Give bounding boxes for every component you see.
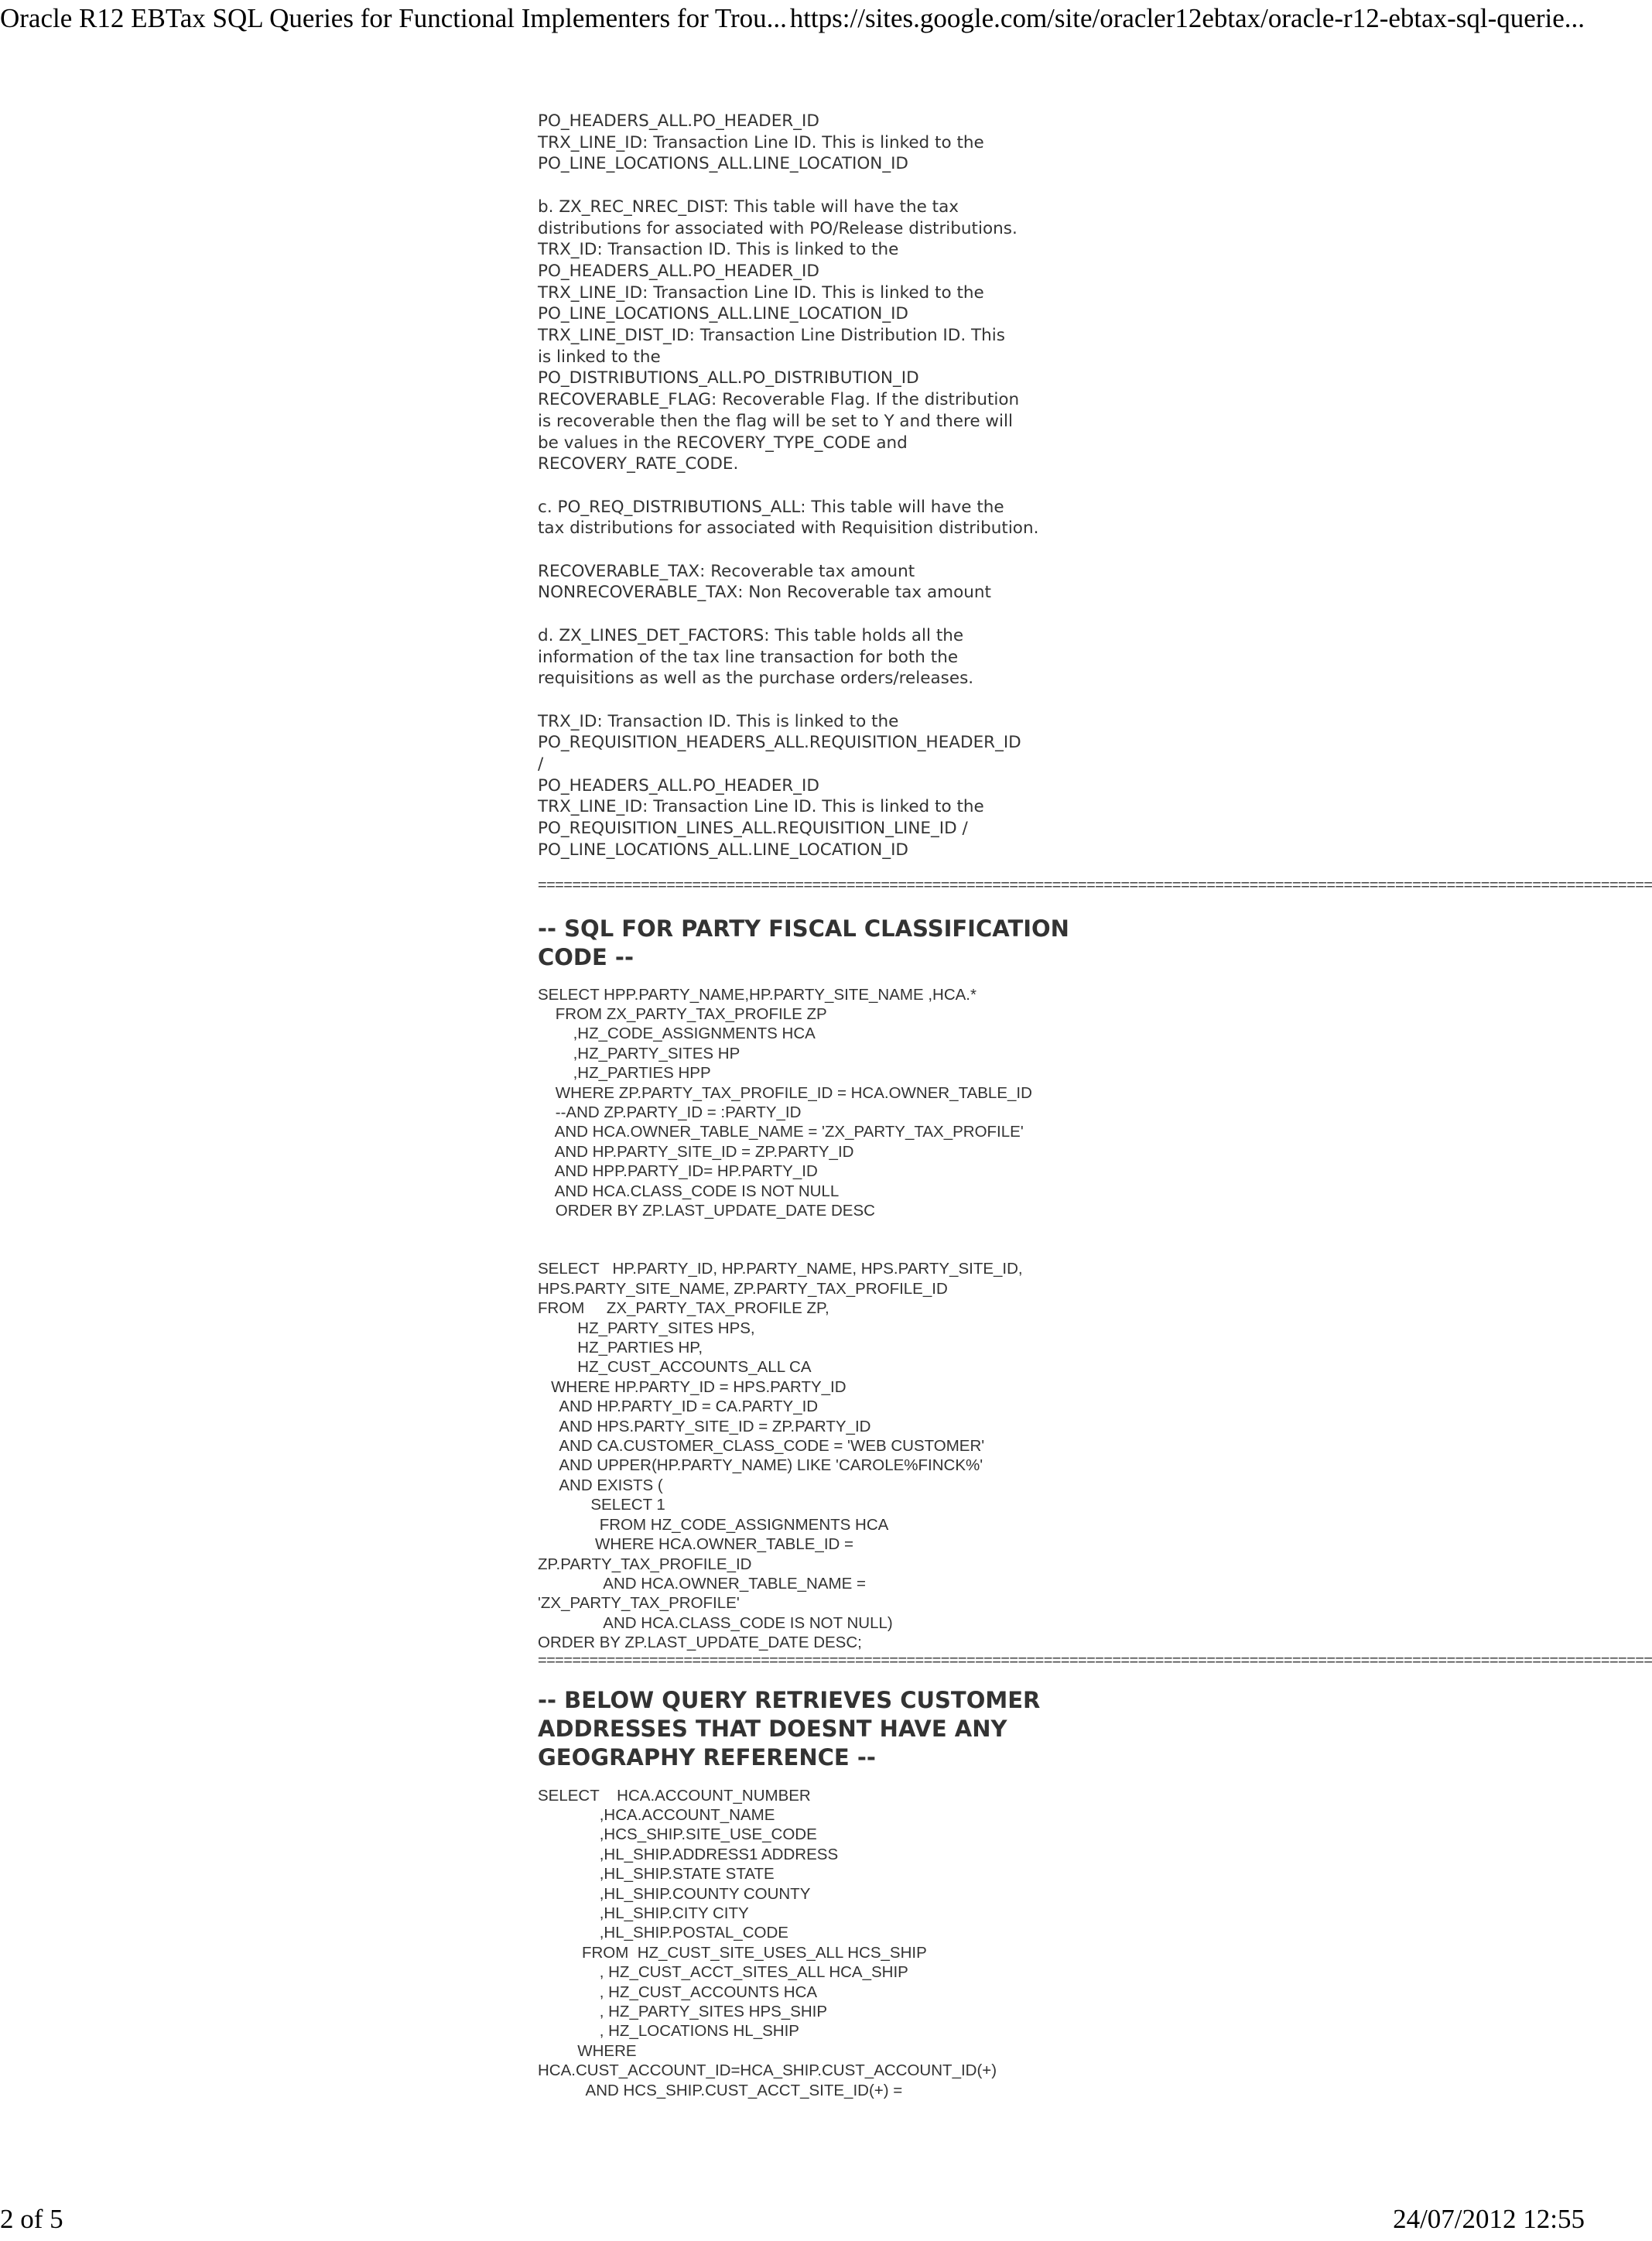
code-line: , HZ_CUST_ACCT_SITES_ALL HCA_SHIP	[538, 1963, 908, 1982]
document-content	[538, 111, 1652, 2100]
code-line: 'ZX_PARTY_TAX_PROFILE'	[538, 1594, 740, 1613]
separator-line: ==================================================================================================================================	[538, 1651, 1652, 1669]
code-line: AND HCA.OWNER_TABLE_NAME = 'ZX_PARTY_TAX_PROFILE'	[538, 1123, 1024, 1141]
code-line: AND EXISTS (	[538, 1476, 663, 1494]
section-heading-customer-addresses	[538, 1686, 1528, 1772]
heading-line: CODE --	[538, 943, 634, 970]
text-line: be values in the RECOVERY_TYPE_CODE and	[538, 433, 908, 453]
code-line: AND HP.PARTY_SITE_ID = ZP.PARTY_ID	[538, 1142, 854, 1161]
text-line: distributions for associated with PO/Release distributions.	[538, 218, 1018, 238]
text-line: PO_LINE_LOCATIONS_ALL.LINE_LOCATION_ID	[538, 304, 908, 324]
text-line: c. PO_REQ_DISTRIBUTIONS_ALL: This table will have the	[538, 497, 1004, 517]
code-line: ORDER BY ZP.LAST_UPDATE_DATE DESC;	[538, 1634, 862, 1652]
text-line: RECOVERY_RATE_CODE.	[538, 454, 739, 474]
paragraph-d	[538, 625, 1528, 689]
text-line: PO_DISTRIBUTIONS_ALL.PO_DISTRIBUTION_ID	[538, 368, 919, 388]
code-line: WHERE ZP.PARTY_TAX_PROFILE_ID = HCA.OWNER_TABLE_ID	[538, 1083, 1032, 1102]
code-line: HZ_CUST_ACCOUNTS_ALL CA	[538, 1358, 812, 1377]
code-line: HZ_PARTY_SITES HPS,	[538, 1319, 755, 1337]
text-line: RECOVERABLE_TAX: Recoverable tax amount	[538, 561, 915, 581]
text-line: PO_HEADERS_ALL.PO_HEADER_ID	[538, 111, 819, 131]
code-line: ,HL_SHIP.STATE STATE	[538, 1865, 775, 1883]
code-line: FROM HZ_CUST_SITE_USES_ALL HCS_SHIP	[538, 1943, 927, 1962]
code-line: AND HPS.PARTY_SITE_ID = ZP.PARTY_ID	[538, 1417, 871, 1435]
code-line: ,HL_SHIP.COUNTY COUNTY	[538, 1884, 811, 1903]
heading-line: GEOGRAPHY REFERENCE --	[538, 1743, 876, 1771]
heading-line: -- SQL FOR PARTY FISCAL CLASSIFICATION	[538, 915, 1069, 942]
code-line: ,HL_SHIP.POSTAL_CODE	[538, 1924, 788, 1942]
code-line: , HZ_PARTY_SITES HPS_SHIP	[538, 2003, 828, 2020]
text-line: PO_HEADERS_ALL.PO_HEADER_ID	[538, 261, 819, 281]
paragraph-tax	[538, 561, 1528, 604]
code-line: FROM HZ_CODE_ASSIGNMENTS HCA	[538, 1515, 889, 1534]
heading-line: ADDRESSES THAT DOESNT HAVE ANY	[538, 1715, 1007, 1742]
code-line: --AND ZP.PARTY_ID = :PARTY_ID	[538, 1103, 802, 1121]
code-line: ,HZ_PARTY_SITES HP	[538, 1044, 740, 1062]
sql-block-party-fiscal-2	[538, 1259, 1528, 1652]
code-line: WHERE HP.PARTY_ID = HPS.PARTY_ID	[538, 1377, 847, 1396]
text-line: PO_REQUISITION_LINES_ALL.REQUISITION_LINE_ID /	[538, 819, 968, 839]
text-line: tax distributions for associated with Requisition distribution.	[538, 518, 1039, 539]
code-line: SELECT 1	[538, 1496, 665, 1514]
text-line: is recoverable then the flag will be set to Y and there will	[538, 411, 1013, 431]
code-line: ,HL_SHIP.ADDRESS1 ADDRESS	[538, 1845, 839, 1863]
text-line: is linked to the	[538, 347, 661, 367]
code-line: AND HPP.PARTY_ID= HP.PARTY_ID	[538, 1162, 818, 1181]
code-line: WHERE HCA.OWNER_TABLE_ID =	[538, 1535, 853, 1554]
sql-block-party-fiscal-1	[538, 985, 1528, 1221]
page-header-url: https://sites.google.com/site/oracler12ebtax/oracle-r12-ebtax-sql-querie...	[789, 3, 1585, 33]
text-line: RECOVERABLE_FLAG: Recoverable Flag. If the distribution	[538, 390, 1020, 410]
text-line: requisitions as well as the purchase orders/releases.	[538, 669, 974, 689]
section-heading-party-fiscal	[538, 915, 1528, 972]
code-line: HPS.PARTY_SITE_NAME, ZP.PARTY_TAX_PROFILE_ID	[538, 1279, 948, 1298]
code-line: ZP.PARTY_TAX_PROFILE_ID	[538, 1555, 752, 1573]
text-line: TRX_ID: Transaction ID. This is linked to the	[538, 711, 899, 731]
text-line: TRX_LINE_ID: Transaction Line ID. This is linked to the	[538, 797, 984, 817]
text-line: TRX_LINE_DIST_ID: Transaction Line Distribution ID. This	[538, 326, 1005, 346]
page-header-title: Oracle R12 EBTax SQL Queries for Functional Implementers for Trou...	[0, 3, 787, 33]
paragraph-trx	[538, 711, 1528, 861]
code-line: HCA.CUST_ACCOUNT_ID=HCA_SHIP.CUST_ACCOUNT_ID(+)	[538, 2061, 997, 2080]
print-datetime: 24/07/2012 12:55	[1393, 2204, 1585, 2234]
text-line: NONRECOVERABLE_TAX: Non Recoverable tax amount	[538, 583, 991, 603]
code-line: , HZ_LOCATIONS HL_SHIP	[538, 2022, 799, 2041]
code-line: AND HCA.OWNER_TABLE_NAME =	[538, 1574, 866, 1593]
code-line: WHERE	[538, 2041, 637, 2060]
code-line: SELECT HP.PARTY_ID, HP.PARTY_NAME, HPS.PARTY_SITE_ID,	[538, 1260, 1023, 1278]
code-line: AND HCS_SHIP.CUST_ACCT_SITE_ID(+) =	[538, 2081, 903, 2099]
paragraph-c	[538, 497, 1528, 539]
code-line: AND CA.CUSTOMER_CLASS_CODE = 'WEB CUSTOMER'	[538, 1437, 985, 1456]
page-number: 2 of 5	[0, 2204, 63, 2234]
text-line: d. ZX_LINES_DET_FACTORS: This table holds all the	[538, 625, 964, 645]
text-line: PO_REQUISITION_HEADERS_ALL.REQUISITION_HEADER_ID	[538, 733, 1021, 753]
code-line: ,HCA.ACCOUNT_NAME	[538, 1805, 775, 1824]
text-line: TRX_LINE_ID: Transaction Line ID. This is linked to the	[538, 132, 984, 152]
text-line: b. ZX_REC_NREC_DIST: This table will have the tax	[538, 197, 959, 217]
code-line: FROM ZX_PARTY_TAX_PROFILE ZP,	[538, 1299, 829, 1318]
code-line: ORDER BY ZP.LAST_UPDATE_DATE DESC	[538, 1202, 875, 1220]
separator-line: ==================================================================================================================================	[538, 876, 1652, 894]
text-line: PO_LINE_LOCATIONS_ALL.LINE_LOCATION_ID	[538, 840, 908, 860]
code-line: AND UPPER(HP.PARTY_NAME) LIKE 'CAROLE%FINCK%'	[538, 1456, 983, 1475]
code-line: HZ_PARTIES HP,	[538, 1339, 703, 1357]
code-line: AND HCA.CLASS_CODE IS NOT NULL)	[538, 1613, 893, 1632]
code-line: AND HP.PARTY_ID = CA.PARTY_ID	[538, 1398, 819, 1416]
text-line: TRX_LINE_ID: Transaction Line ID. This is linked to the	[538, 282, 984, 303]
code-line: FROM ZX_PARTY_TAX_PROFILE ZP	[538, 1004, 827, 1023]
code-line: , HZ_CUST_ACCOUNTS HCA	[538, 1983, 818, 2001]
paragraph-b	[538, 197, 1528, 475]
text-line: PO_HEADERS_ALL.PO_HEADER_ID	[538, 775, 819, 795]
code-line: SELECT HCA.ACCOUNT_NUMBER	[538, 1786, 811, 1805]
code-line: ,HL_SHIP.CITY CITY	[538, 1904, 749, 1922]
code-line: ,HZ_PARTIES HPP	[538, 1064, 711, 1083]
sql-block-customer-addresses	[538, 1786, 1528, 2101]
code-line: SELECT HPP.PARTY_NAME,HP.PARTY_SITE_NAME ,HCA.*	[538, 985, 976, 1004]
text-line: TRX_ID: Transaction ID. This is linked to the	[538, 240, 899, 260]
code-line: ,HCS_SHIP.SITE_USE_CODE	[538, 1825, 817, 1844]
code-line: ,HZ_CODE_ASSIGNMENTS HCA	[538, 1025, 816, 1043]
text-line: PO_LINE_LOCATIONS_ALL.LINE_LOCATION_ID	[538, 154, 908, 174]
code-line: AND HCA.CLASS_CODE IS NOT NULL	[538, 1182, 840, 1200]
text-line: /	[538, 754, 544, 775]
intro-paragraph	[538, 111, 1528, 175]
text-line: information of the tax line transaction for both the	[538, 647, 959, 667]
heading-line: -- BELOW QUERY RETRIEVES CUSTOMER	[538, 1686, 1041, 1713]
